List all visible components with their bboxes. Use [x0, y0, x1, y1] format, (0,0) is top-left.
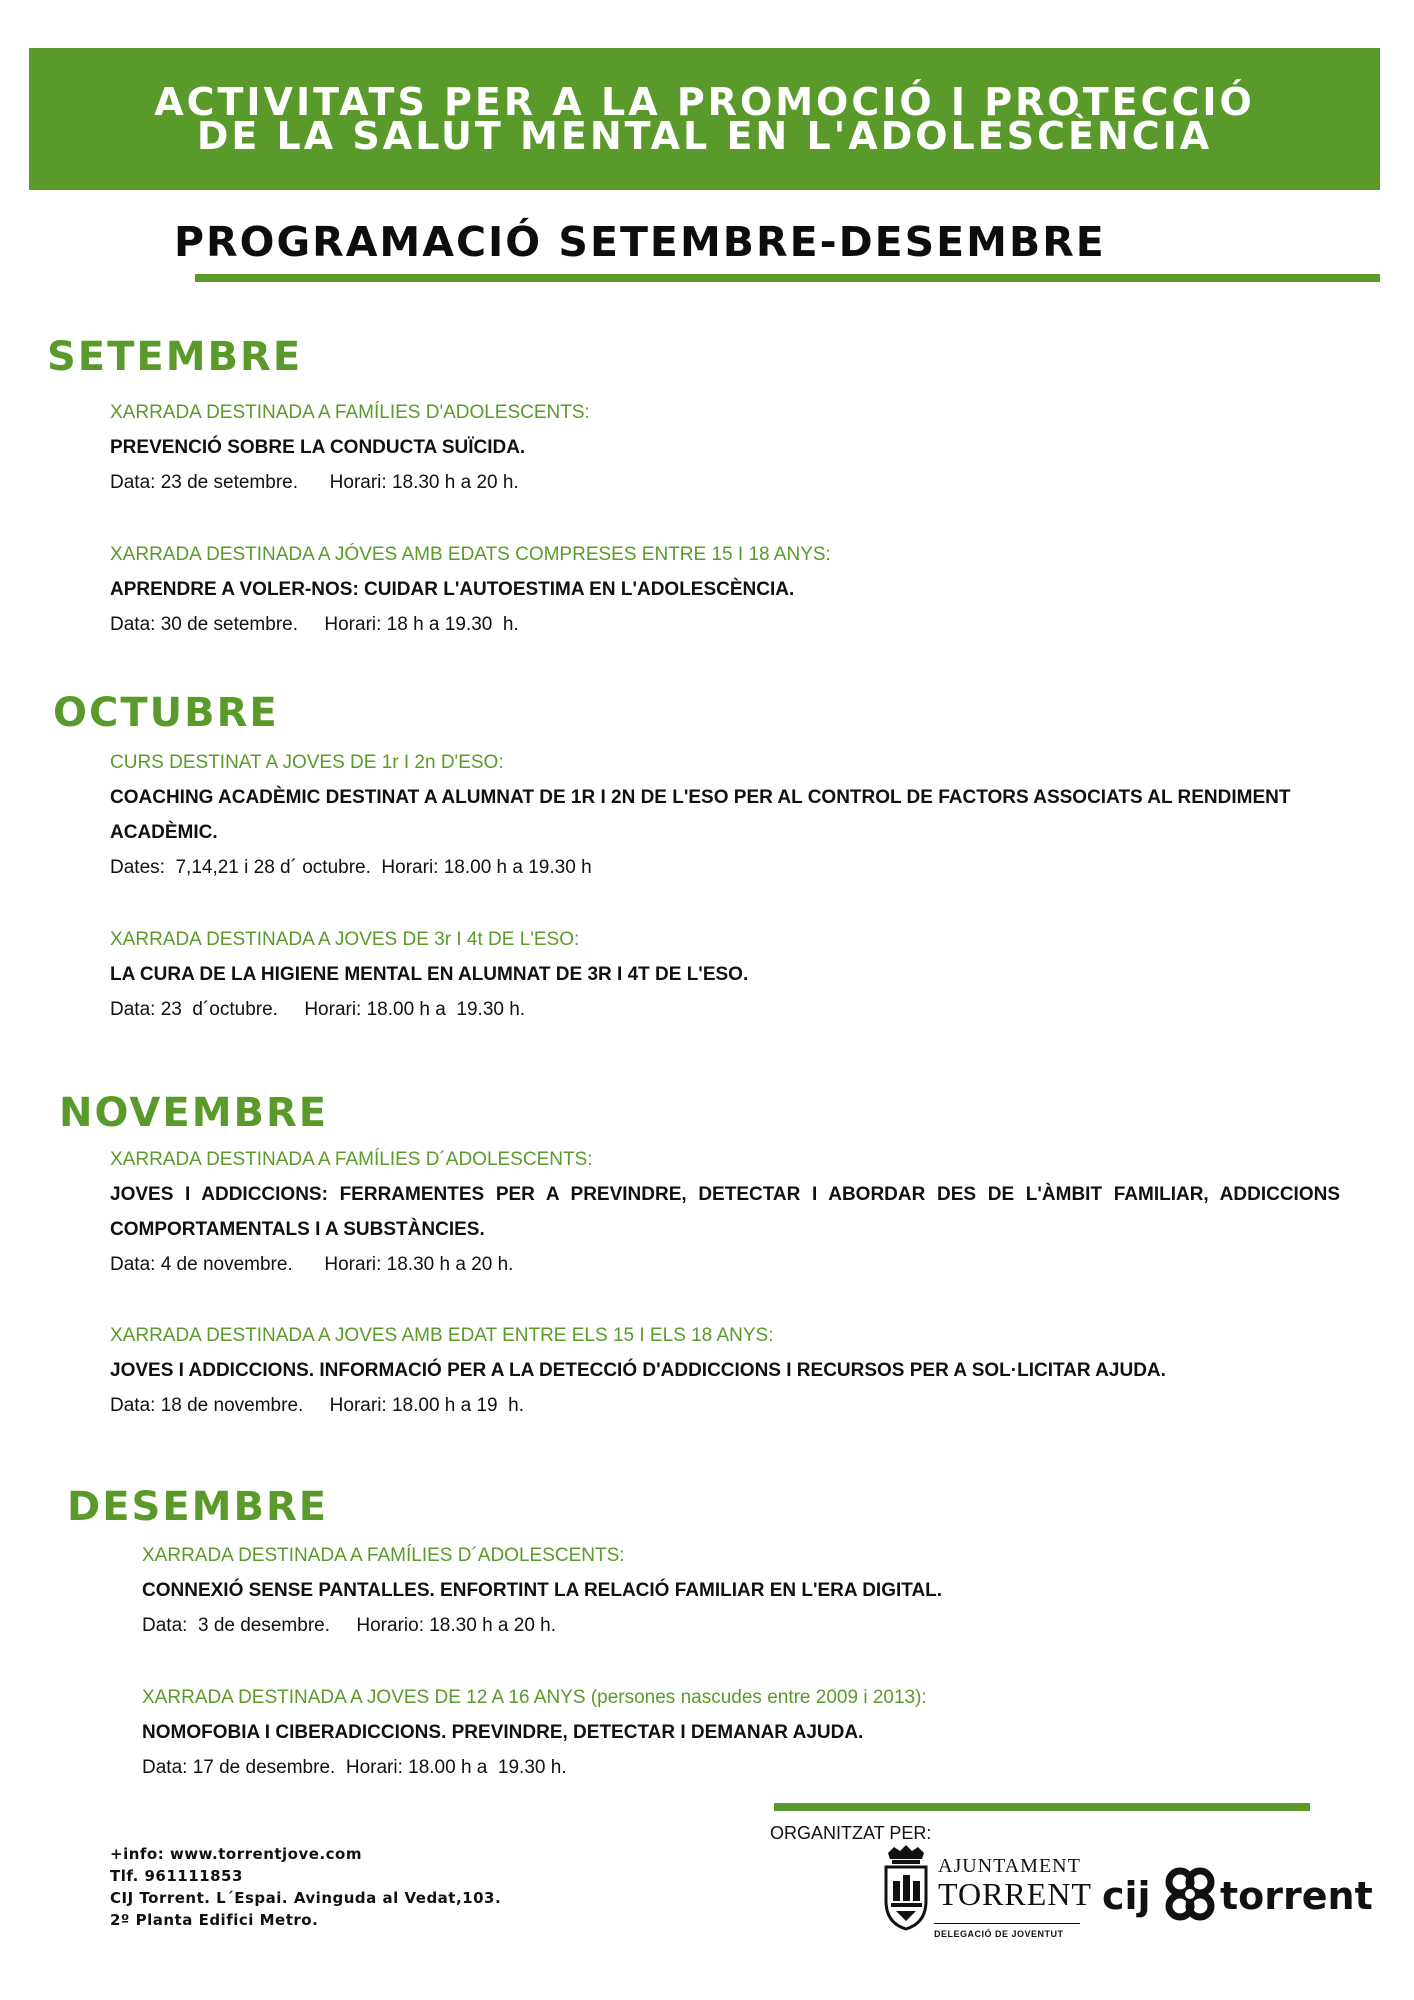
- month-heading-octubre: OCTUBRE: [53, 690, 279, 736]
- month-heading-novembre: NOVEMBRE: [59, 1090, 329, 1136]
- event-intro: XARRADA DESTINADA A FAMÍLIES D´ADOLESCENTS:: [142, 1545, 625, 1566]
- event-title: APRENDRE A VOLER-NOS: CUIDAR L'AUTOESTIMA EN L'ADOLESCÈNCIA.: [110, 579, 795, 600]
- event-date: Data: 23 de setembre. Horari: 18.30 h a 20 h.: [110, 472, 519, 493]
- event-date: Data: 18 de novembre. Horari: 18.00 h a 19 h.: [110, 1395, 525, 1416]
- event-item: [110, 1142, 1340, 1282]
- event-date: Data: 30 de setembre. Horari: 18 h a 19.30 h.: [110, 614, 519, 635]
- month-heading-setembre: SETEMBRE: [47, 334, 303, 380]
- event-title: LA CURA DE LA HIGIENE MENTAL EN ALUMNAT DE 3R I 4T DE L'ESO.: [110, 964, 749, 985]
- ajuntament-logo: [882, 1845, 1092, 1955]
- ajuntament-line3: DELEGACIÓ DE JOVENTUT: [934, 1929, 1064, 1939]
- ajuntament-line2: TORRENT: [938, 1876, 1092, 1912]
- event-item: [142, 1680, 1342, 1785]
- event-date: Data: 4 de novembre. Horari: 18.30 h a 20 h.: [110, 1254, 514, 1275]
- event-intro: XARRADA DESTINADA A JÓVES AMB EDATS COMPRESES ENTRE 15 I 18 ANYS:: [110, 544, 831, 565]
- ajuntament-rule: [934, 1923, 1080, 1924]
- contact-phone: Tlf. 961111853: [110, 1867, 243, 1885]
- ajuntament-wordmark: [938, 1855, 1092, 1910]
- event-intro: XARRADA DESTINADA A JOVES AMB EDAT ENTRE ELS 15 I ELS 18 ANYS:: [110, 1325, 774, 1346]
- contact-building: 2º Planta Edifici Metro.: [110, 1911, 319, 1929]
- cij-torrent-logo: [1102, 1860, 1373, 1930]
- event-intro: XARRADA DESTINADA A FAMÍLIES D'ADOLESCENTS:: [110, 402, 590, 423]
- contact-info: [110, 1843, 501, 1931]
- event-item: [110, 922, 1340, 1027]
- cij-flower-icon: [1162, 1864, 1218, 1926]
- footer-divider: [774, 1803, 1310, 1811]
- contact-address: CIJ Torrent. L´Espai. Avinguda al Vedat,103.: [110, 1889, 502, 1907]
- event-date: Dates: 7,14,21 i 28 d´ octubre. Horari: 18.00 h a 19.30 h: [110, 857, 592, 878]
- month-heading-desembre: DESEMBRE: [67, 1484, 329, 1530]
- event-title: CONNEXIÓ SENSE PANTALLES. ENFORTINT LA RELACIÓ FAMILIAR EN L'ERA DIGITAL.: [142, 1580, 943, 1601]
- event-title: NOMOFOBIA I CIBERADICCIONS. PREVINDRE, DETECTAR I DEMANAR AJUDA.: [142, 1722, 864, 1743]
- event-item: [110, 745, 1340, 885]
- contact-website: +info: www.torrentjove.com: [110, 1845, 362, 1863]
- title-banner: [29, 48, 1380, 190]
- title-line-1: ACTIVITATS PER A LA PROMOCIÓ I PROTECCIÓ: [154, 80, 1255, 124]
- event-date: Data: 3 de desembre. Horario: 18.30 h a 20 h.: [142, 1615, 557, 1636]
- event-date: Data: 17 de desembre. Horari: 18.00 h a 19.30 h.: [142, 1757, 567, 1778]
- cij-wordmark: cij: [1102, 1874, 1151, 1918]
- subtitle: PROGRAMACIÓ SETEMBRE-DESEMBRE: [174, 218, 1106, 266]
- title-line-2: DE LA SALUT MENTAL EN L'ADOLESCÈNCIA: [196, 114, 1213, 158]
- event-intro: XARRADA DESTINADA A JOVES DE 3r I 4t DE L'ESO:: [110, 929, 580, 950]
- organized-by-label: ORGANITZAT PER:: [770, 1823, 932, 1843]
- coat-of-arms-icon: [882, 1845, 930, 1931]
- event-intro: CURS DESTINAT A JOVES DE 1r I 2n D'ESO:: [110, 752, 504, 773]
- event-title: COACHING ACADÈMIC DESTINAT A ALUMNAT DE 1R I 2N DE L'ESO PER AL CONTROL DE FACTORS ASSOCIATS AL RENDIMENT ACADÈMIC.: [110, 787, 1291, 843]
- event-intro: XARRADA DESTINADA A JOVES DE 12 A 16 ANYS (persones nascudes entre 2009 i 2013):: [142, 1687, 927, 1708]
- event-title: JOVES I ADDICCIONS: FERRAMENTES PER A PREVINDRE, DETECTAR I ABORDAR DES DE L'ÀMBIT FAMILIAR, ADDICCIONS COMPORTAMENTALS I A SUBSTÀNCIES.: [110, 1184, 1340, 1240]
- event-title: PREVENCIÓ SOBRE LA CONDUCTA SUÏCIDA.: [110, 437, 526, 458]
- torrent-wordmark: torrent: [1220, 1874, 1373, 1918]
- event-item: [142, 1538, 1342, 1643]
- subtitle-underline: [195, 274, 1380, 282]
- event-item: [110, 395, 1340, 500]
- event-intro: XARRADA DESTINADA A FAMÍLIES D´ADOLESCENTS:: [110, 1149, 593, 1170]
- event-item: [110, 1318, 1340, 1423]
- event-title: JOVES I ADDICCIONS. INFORMACIÓ PER A LA DETECCIÓ D'ADDICCIONS I RECURSOS PER A SOL·LICITAR AJUDA.: [110, 1360, 1166, 1381]
- event-date: Data: 23 d´octubre. Horari: 18.00 h a 19.30 h.: [110, 999, 526, 1020]
- ajuntament-line1: AJUNTAMENT: [938, 1855, 1081, 1877]
- event-item: [110, 537, 1340, 642]
